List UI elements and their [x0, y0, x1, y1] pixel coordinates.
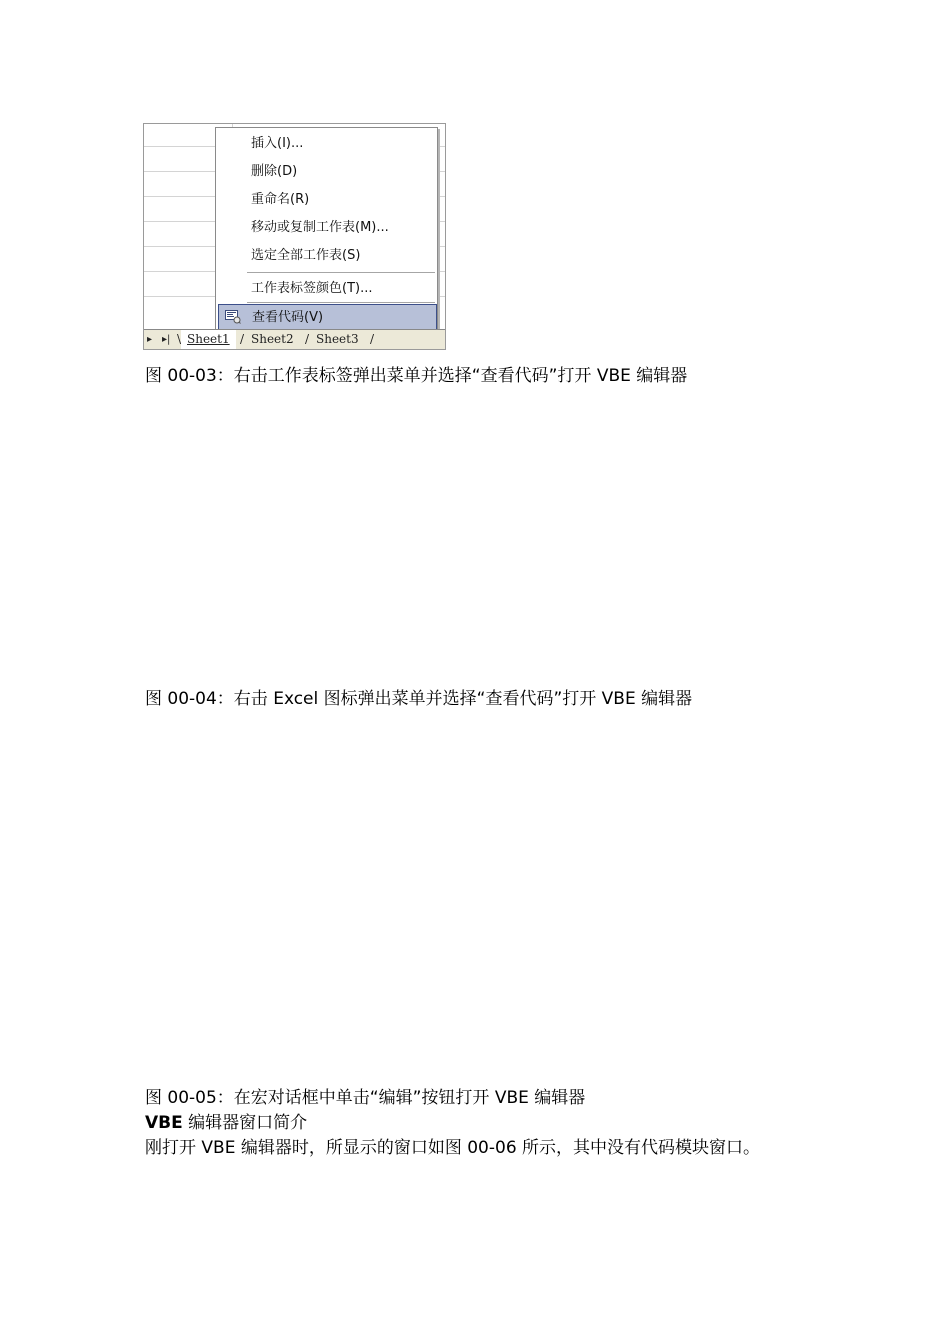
menu-item-label: 插入(I)... — [251, 136, 304, 151]
tab-sheet1[interactable]: Sheet1 — [181, 330, 236, 349]
context-menu — [215, 127, 438, 332]
sheet-tab-context-menu-screenshot — [143, 123, 446, 350]
figure-caption-00-04: 图 00-04：右击 Excel 图标弹出菜单并选择“查看代码”打开 VBE 编辑器 — [145, 689, 693, 709]
menu-item-label: 选定全部工作表(S) — [251, 248, 361, 263]
figure-caption-00-05: 图 00-05：在宏对话框中单击“编辑”按钮打开 VBE 编辑器 — [145, 1088, 586, 1108]
tab-divider: / — [305, 332, 310, 346]
sheet-tab-bar — [144, 329, 445, 350]
tab-divider: \ — [177, 332, 182, 346]
scroll-last-tab-icon[interactable]: ▸| — [162, 334, 171, 345]
tab-sheet2[interactable]: Sheet2 — [251, 332, 294, 346]
tab-sheet3[interactable]: Sheet3 — [316, 332, 359, 346]
tab-divider: / — [240, 332, 245, 346]
menu-separator — [247, 302, 435, 303]
menu-item-move-copy[interactable] — [216, 214, 437, 241]
menu-item-view-code[interactable] — [218, 304, 437, 331]
menu-item-label: 删除(D) — [251, 164, 298, 179]
section-heading-rest: 编辑器窗口简介 — [182, 1113, 308, 1133]
menu-item-label: 工作表标签颜色(T)... — [251, 281, 373, 296]
menu-item-rename[interactable] — [216, 186, 437, 213]
menu-item-label: 查看代码(V) — [252, 310, 324, 325]
menu-item-label: 移动或复制工作表(M)... — [251, 220, 389, 235]
body-paragraph: 刚打开 VBE 编辑器时，所显示的窗口如图 00-06 所示，其中没有代码模块窗口。 — [145, 1138, 761, 1158]
view-code-icon — [225, 310, 241, 324]
tab-divider: / — [370, 332, 375, 346]
menu-item-tab-color[interactable] — [216, 275, 437, 302]
menu-item-insert[interactable] — [216, 130, 437, 157]
menu-item-label: 重命名(R) — [251, 192, 310, 207]
menu-item-select-all-sheets[interactable] — [216, 242, 437, 269]
section-heading — [145, 1112, 307, 1134]
menu-item-delete[interactable] — [216, 158, 437, 185]
figure-caption-00-03: 图 00-03：右击工作表标签弹出菜单并选择“查看代码”打开 VBE 编辑器 — [145, 366, 688, 386]
scroll-next-tab-icon[interactable]: ▸ — [147, 334, 153, 345]
section-heading-bold: VBE — [145, 1113, 183, 1133]
menu-separator — [247, 272, 435, 273]
